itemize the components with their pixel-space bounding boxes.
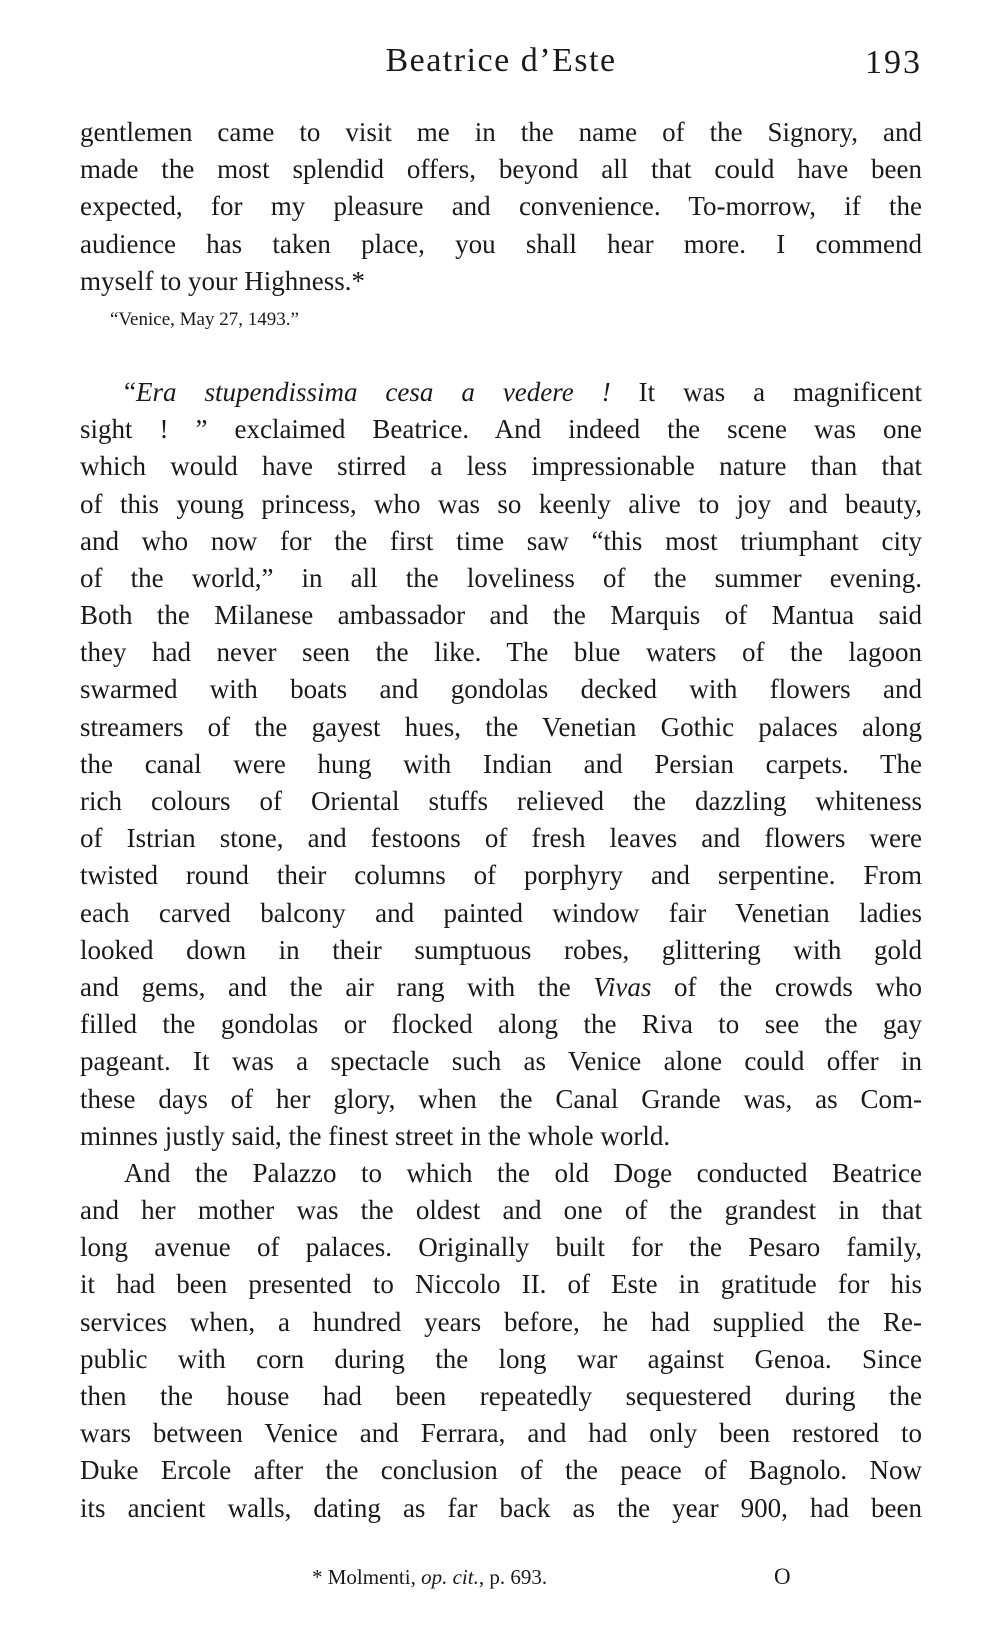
footnote-text (312, 1560, 547, 1594)
text-line: the canal were hung with Indian and Persian carpets. The (80, 748, 922, 779)
paragraph-gap (80, 340, 922, 374)
text-line: filled the gondolas or flocked along the Riva to see the gay (80, 1009, 922, 1040)
open-quote: “ (124, 376, 136, 407)
text-line: myself to your Highness.* (80, 265, 365, 296)
text-line: wars between Venice and Ferrara, and had only been restored to (80, 1418, 922, 1449)
text-line: Duke Ercole after the conclusion of the peace of Bagnolo. Now (80, 1455, 922, 1486)
text-line (80, 969, 922, 1006)
text-line: which would have stirred a less impressionable nature than that (80, 451, 922, 482)
text-line: pageant. It was a spectacle such as Venice alone could offer in (80, 1046, 922, 1077)
text-line: and her mother was the oldest and one of the grandest in that (80, 1195, 922, 1226)
text-line: made the most splendid offers, beyond all that could have been (80, 154, 922, 185)
text-line: and who now for the first time saw “this most triumphant city (80, 525, 922, 556)
text-line: Both the Milanese ambassador and the Marquis of Mantua said (80, 600, 922, 631)
running-title: Beatrice d’Este (385, 42, 617, 79)
italic-quote: Era stupendissima cesa a vedere ! (135, 376, 611, 407)
text-line (80, 374, 922, 411)
text-line: its ancient walls, dating as far back as the year 900, had been (80, 1492, 922, 1523)
text-line-part: of the crowds who (651, 971, 922, 1002)
text-line: rich colours of Oriental stuffs relieved the dazzling whiteness (80, 786, 922, 816)
page-number: 193 (865, 44, 922, 81)
text-line: of Istrian stone, and festoons of fresh leaves and flowers were (80, 823, 922, 854)
body-text (80, 114, 922, 1527)
italic-word: Vivas (593, 971, 652, 1002)
text-line: long avenue of palaces. Originally built for the Pesaro family, (80, 1232, 922, 1263)
text-line: looked down in their sumptuous robes, glittering with gold (80, 934, 922, 965)
text-line: it had been presented to Niccolo II. of Este in gratitude for his (80, 1269, 922, 1300)
text-line: swarmed with boats and gondolas decked with flowers and (80, 674, 922, 705)
text-line-part: and gems, and the air rang with the (80, 971, 594, 1002)
text-line-rest: It was a magnificent (610, 376, 922, 407)
text-line: sight ! ” exclaimed Beatrice. And indeed the scene was one (80, 414, 922, 445)
text-line: And the Palazzo to which the old Doge conducted Beatrice (124, 1157, 922, 1188)
text-line: streamers of the gayest hues, the Venetian Gothic palaces along (80, 711, 922, 742)
text-line: gentlemen came to visit me in the name of the Signory, and (80, 117, 922, 147)
footnote-prefix: * Molmenti, (312, 1565, 422, 1589)
footnote-italic: op. cit. (421, 1565, 479, 1589)
text-line: services when, a hundred years before, he had supplied the Re- (80, 1306, 922, 1337)
text-line: of this young princess, who was so keenly alive to joy and beauty, (80, 488, 922, 519)
footnote (80, 1560, 922, 1594)
text-line: they had never seen the like. The blue waters of the lagoon (80, 637, 922, 668)
text-line: expected, for my pleasure and convenience. To-morrow, if the (80, 191, 922, 222)
text-line: these days of her glory, when the Canal Grande was, as Com- (80, 1083, 922, 1114)
text-line: each carved balcony and painted window fair Venetian ladies (80, 897, 922, 928)
letter-dateline: “Venice, May 27, 1493.” (110, 308, 299, 330)
text-line: then the house had been repeatedly sequestered during the (80, 1381, 922, 1411)
text-line: of the world,” in all the loveliness of the summer evening. (80, 562, 922, 593)
footnote-suffix: , p. 693. (478, 1565, 548, 1589)
text-line: minnes justly said, the finest street in the whole world. (80, 1120, 671, 1151)
text-line: audience has taken place, you shall hear more. I commend (80, 228, 922, 259)
signature-mark: O (774, 1564, 791, 1589)
running-head (80, 42, 922, 82)
text-line: public with corn during the long war against Genoa. Since (80, 1343, 922, 1374)
text-line: twisted round their columns of porphyry and serpentine. From (80, 860, 922, 891)
